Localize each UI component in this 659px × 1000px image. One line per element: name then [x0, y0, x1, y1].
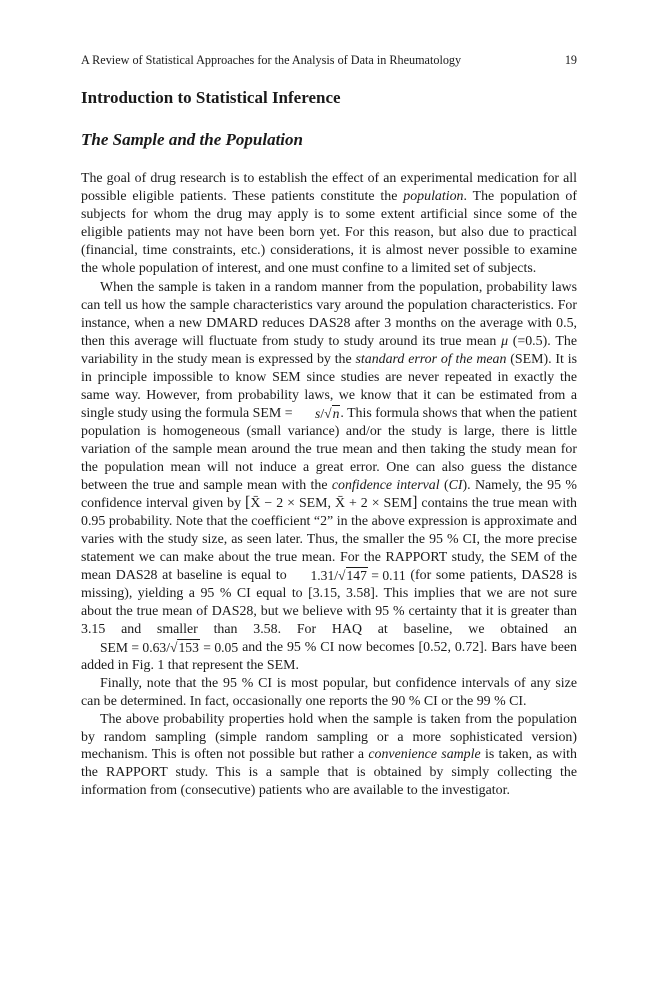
emphasis-convenience-sample: convenience sample: [368, 747, 481, 763]
formula-result: = 0.05: [203, 639, 239, 655]
section-heading: Introduction to Statistical Inference: [81, 88, 341, 107]
emphasis-population: population: [403, 188, 464, 204]
text-run: The above probability properties hold when the sample is taken from the population by random sampling (simple random sampling or a more sophisticated version) mechanism. This is often not possible but rather a: [81, 711, 577, 763]
formula-haq-sem: SEM = 0.63/√153 = 0.05: [100, 639, 239, 655]
formula-numerator: 0.63: [142, 639, 167, 655]
text-run: contains the true mean with 0.95 probability. Note that the coefficient “2” in the above expression is approximate and varies with the study size, as seen later. Thus, the smaller the 95 % CI, the more precise statement we can make about the true mean. For the RAPPORT study, the SEM of the mean DAS28 at baseline is equal to: [81, 496, 578, 584]
ci-abbreviation: CI: [448, 477, 463, 493]
text-run: (for some patients, DAS28 is missing), yielding a 95 % CI equal to [3.15, 3.58]. This implies that we are not sure about the true mean of DAS28, but we believe with 95 % certainty that it is greater than 3.15 and smaller than 3.58. For HAQ at baseline, we obtained an: [81, 568, 577, 637]
bracket-left: [: [245, 494, 251, 512]
running-head: [81, 53, 577, 68]
paragraph-3: Finally, note that the 95 % CI is most popular, but confidence intervals of any size can be determined. In fact, occasionally one reports the 90 % CI or the 99 % CI.: [81, 675, 577, 709]
text-run: . Namely, the 95 % confidence interval given by: [81, 477, 577, 512]
page-number: 19: [564, 53, 577, 67]
formula-lhs: SEM =: [100, 639, 143, 655]
paragraph-1: [81, 170, 577, 277]
formula-ci: X̄ − 2 × SEM, X̄ + 2 × SEM: [250, 496, 413, 512]
mu-symbol: μ: [501, 334, 509, 350]
formula-denominator: 153: [178, 639, 199, 655]
text-run: (SEM). It is in principle impossible to know SEM since studies are never repeated in exactly the same way. However, from probability laws, we know that it can be estimated from a single study using the formula SEM =: [81, 352, 577, 421]
subsection-heading: The Sample and the Population: [81, 130, 303, 149]
text-run: is taken, as with the RAPPORT study. This is a sample that is obtained by simply collecting the information from (consecutive) patients who are available to the investigator.: [81, 747, 577, 799]
text-run: When the sample is taken in a random manner from the population, probability laws can tell us how the sample characteristics vary around the population characteristics. For instance, when a new DMARD reduces DAS28 after 3 months on the average with 0.5, then this average will fluctuate from study to study around its true mean: [81, 280, 577, 350]
formula-denominator: n: [332, 405, 340, 421]
text-run: (=0.5). The variability in the study mean is expressed by the: [81, 334, 577, 368]
formula-denominator: 147: [346, 568, 367, 584]
bracket-right: ]: [412, 494, 418, 512]
text-run: . The population of subjects for whom the drug may apply is to some extent artificial since some of the eligible patients may not have been born yet. For this reason, but also due to practical (financial, time constraints, etc.) considerations, it is almost never possible to examine the whole population of interest, and one must confine to a limited set of subjects.: [81, 188, 577, 276]
text-run: The goal of drug research is to establish the effect of an experimental medication for all possible eligible patients. These patients constitute the: [81, 171, 577, 204]
formula-numerator: s: [315, 405, 321, 421]
formula-sem: s/√n: [315, 405, 340, 421]
formula-result: = 0.11: [371, 568, 406, 584]
paragraph-4: [81, 711, 577, 801]
text-run: and the 95 % CI now becomes [0.52, 0.72]. Bars have been added in Fig. 1 that represent the SEM.: [81, 639, 577, 673]
text-run: . This formula shows that when the patient population is homogeneous (small variance) and/or the study is large, there is little variation of the sample mean around the true mean and then taking the study mean for the population mean will not induce a great error. One can also guess the distance between the true and sample mean with the: [81, 405, 577, 493]
emphasis-sem: standard error of the mean: [355, 352, 507, 368]
emphasis-ci: confidence interval: [331, 477, 440, 493]
formula-numerator: 1.31: [310, 568, 335, 584]
running-head-title: A Review of Statistical Approaches for the Analysis of Data in Rheumatology: [81, 53, 462, 67]
body-text: [81, 170, 577, 800]
formula-das28-sem: 1.31/√147 = 0.11: [310, 568, 406, 584]
paragraph-2: When the sample is taken in a random manner from the population, probability laws can tell us how the sample characteristics vary around the population characteristics. For instance, when a new DMARD reduces DAS28 after 3 months on the average with 0.5, then this average will fluctuate from study to study around its true mean μ (=0.5). The variability in the study mean is expressed by the standard error of the mean (SEM). It is in principle impossible to know SEM since studies are never repeated in exactly the same way. However, from probability laws, we know that it can be estimated from a single study using the formula SEM = s/√n. This formula shows that when the patient population is homogeneous (small variance) and/or the study is large, there is little variation of the sample mean around the true mean and then taking the study mean for the population mean will not induce a great error. One can also guess the distance between the true and sample mean with the confidence interval (CI). Namely, the 95 % confidence interval given by [X̄ − 2 × SEM, X̄ + 2 × SEM] contains the true mean with 0.95 probability. Note that the coefficient “2” in the above expression is approximate and varies with the study size, as seen later. Thus, the smaller the 95 % CI, the more precise statement we can make about the true mean. For the RAPPORT study, the SEM of the mean DAS28 at baseline is equal to 1.31/√147 = 0.11 (for some patients, DAS28 is missing), yielding a 95 % CI equal to [3.15, 3.58]. This implies that we are not sure about the true mean of DAS28, but we believe with 95 % certainty that it is greater than 3.15 and smaller than 3.58. For HAQ at baseline, we obtained an SEM = 0.63/√153 = 0.05 and the 95 % CI now becomes [0.52, 0.72]. Bars have been added in Fig. 1 that represent the SEM.: [81, 280, 578, 673]
